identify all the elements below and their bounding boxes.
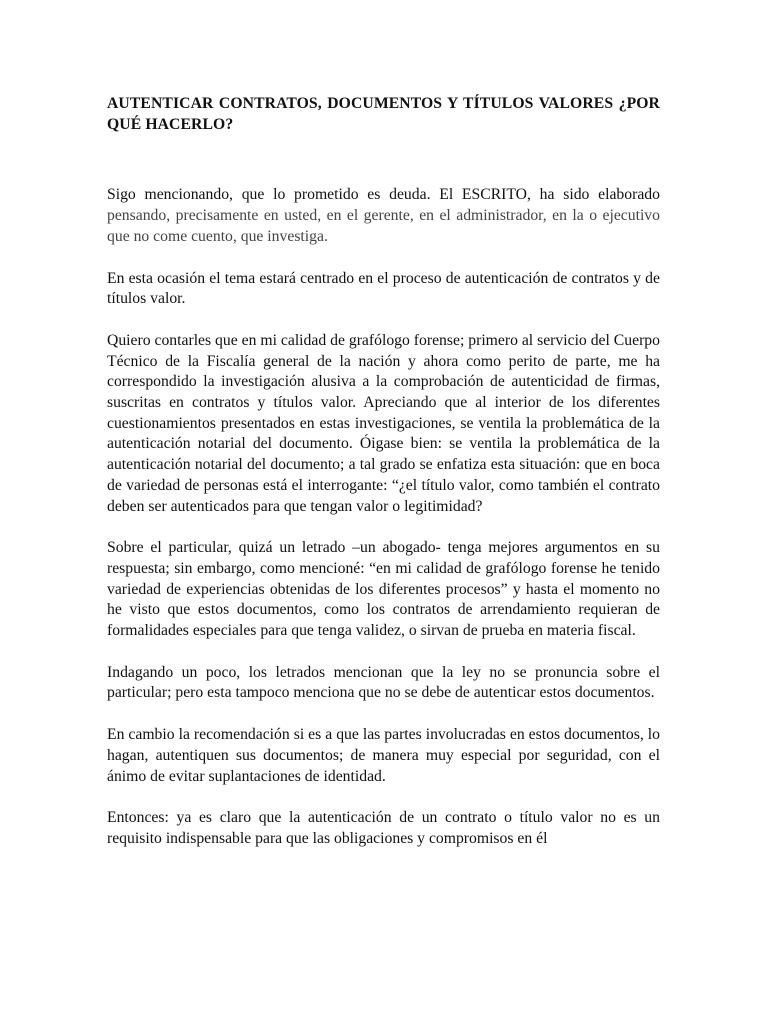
paragraph-recommendation: En cambio la recomendación si es a que las partes involucradas en estos documentos, lo hagan, autentiquen sus documentos; de manera muy especial por seguridad, con el ánimo de evitar suplantaciones de identidad. [107, 726, 660, 785]
paragraph-law: Indagando un poco, los letrados mencionan que la ley no se pronuncia sobre el particular; pero esta tampoco menciona que no se debe de autenticar estos documentos. [107, 663, 660, 702]
paragraph-conclusion: Entonces: ya es claro que la autenticación de un contrato o título valor no es un requisito indispensable para que las obligaciones y compromisos en él [107, 809, 660, 847]
document-title: AUTENTICAR CONTRATOS, DOCUMENTOS Y TÍTULOS VALORES ¿POR QUÉ HACERLO? [107, 95, 660, 133]
document-page [107, 94, 660, 850]
paragraph-intro-lead: Sigo mencionando, que lo prometido es deuda. El ESCRITO, ha sido elaborado [107, 186, 660, 204]
paragraph-intro-rest: pensando, precisamente en usted, en el gerente, en el administrador, en la o ejecutivo que no come cuento, que investiga. [107, 207, 660, 245]
paragraph-topic: En esta ocasión el tema estará centrado en el proceso de autenticación de contratos y de títulos valor. [107, 269, 660, 308]
paragraph-intro [107, 185, 660, 247]
paragraph-experience: Quiero contarles que en mi calidad de grafólogo forense; primero al servicio del Cuerpo Técnico de la Fiscalía general de la nación y ahora como perito de parte, me ha correspondido la investigación alusiva a la comprobación de autenticidad de firmas, suscritas en contratos y títulos valor. Apreciando que al interior de los diferentes cuestionamientos presentados en estas investigaciones, se ventila la problemática de la autenticación notarial del documento. Óigase bien: se ventila la problemática de la autenticación notarial del documento; a tal grado se enfatiza esta situación: que en boca de variedad de personas está el interrogante: “¿el título valor, como también el contrato deben ser autenticados para que tengan valor o legitimidad? [107, 331, 660, 515]
paragraph-opinion: Sobre el particular, quizá un letrado –un abogado- tenga mejores argumentos en su respuesta; sin embargo, como mencioné: “en mi calidad de grafólogo forense he tenido variedad de experiencias obtenidas de los diferentes procesos” y hasta el momento no he visto que estos documentos, como los contratos de arrendamiento requieran de formalidades especiales para que tenga validez, o sirvan de prueba en materia fiscal. [107, 539, 660, 640]
